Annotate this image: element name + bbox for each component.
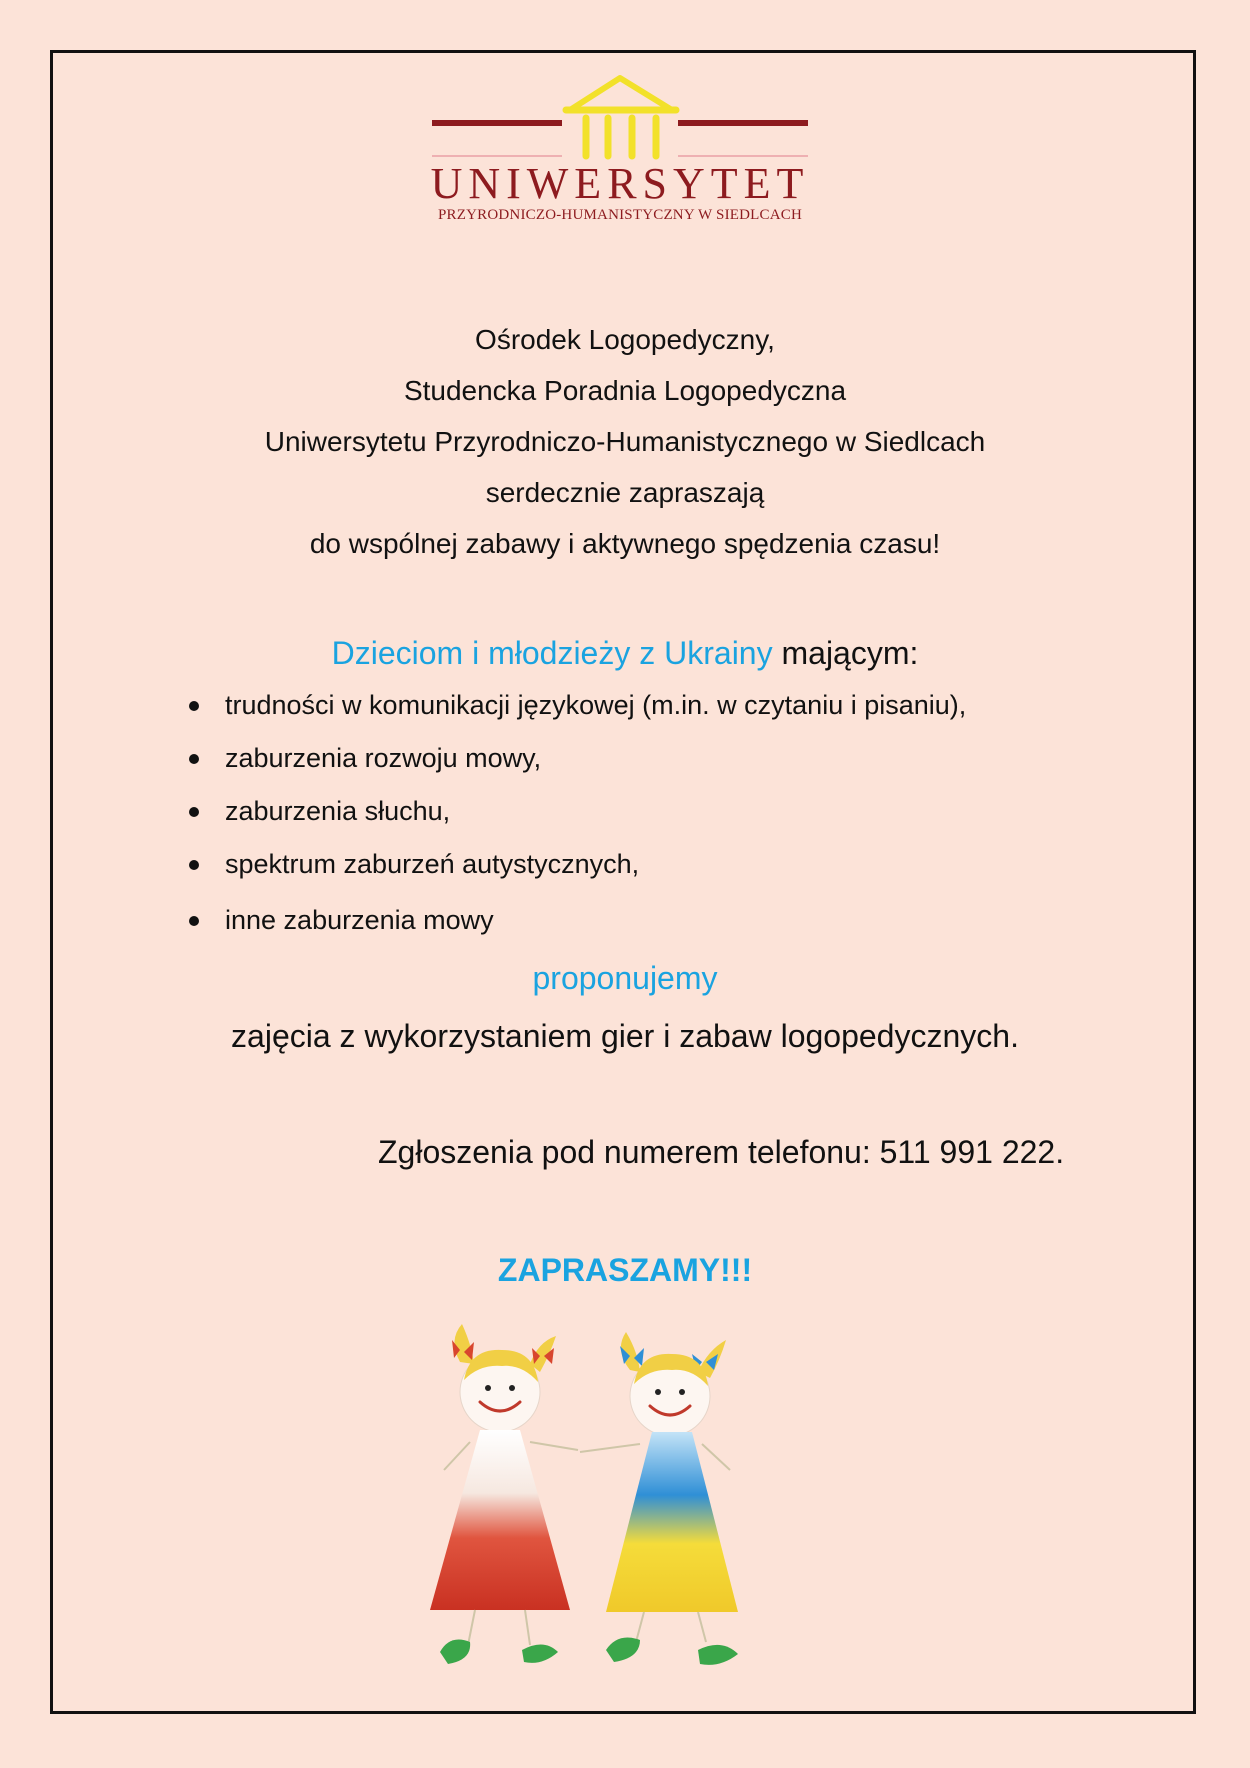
list-item: spektrum zaburzeń autystycznych,	[185, 851, 966, 904]
intro-line-3: Uniwersytetu Przyrodniczo-Humanistycznego w Siedlcach	[264, 426, 986, 457]
intro-line-1: Ośrodek Logopedyczny,	[475, 324, 775, 355]
bullet-icon	[189, 754, 199, 764]
university-building-icon	[420, 70, 820, 160]
audience-highlight: Dzieciom i młodzieży z Ukrainy	[331, 635, 773, 671]
bullet-icon	[189, 860, 199, 870]
audience-rest: mającym:	[772, 635, 919, 671]
bullet-icon	[189, 807, 199, 817]
list-item: zaburzenia słuchu,	[185, 798, 966, 851]
list-item: zaburzenia rozwoju mowy,	[185, 745, 966, 798]
bullet-icon	[189, 701, 199, 711]
invite-text: ZAPRASZAMY!!!	[497, 1252, 753, 1288]
audience-heading	[50, 637, 1200, 669]
doll-right	[580, 1332, 738, 1665]
intro-line-5: do wspólnej zabawy i aktywnego spędzenia czasu!	[309, 528, 941, 559]
offer-label: proponujemy	[532, 960, 718, 996]
doll-left	[430, 1324, 578, 1664]
logo-subtitle: PRZYRODNICZO-HUMANISTYCZNY W SIEDLCACH	[438, 207, 802, 223]
list-item: inne zaburzenia mowy	[185, 907, 966, 960]
contact-phone: Zgłoszenia pod numerem telefonu: 511 991 222.	[378, 1134, 1065, 1170]
intro-line-2: Studencka Poradnia Logopedyczna	[403, 375, 847, 406]
intro-line-4: serdecznie zapraszają	[485, 477, 765, 508]
offer-activities: zajęcia z wykorzystaniem gier i zabaw logopedycznych.	[231, 1018, 1019, 1054]
conditions-list	[185, 692, 966, 960]
logo-title: UNIWERSYTET	[430, 159, 810, 208]
two-dolls-illustration-icon	[430, 1320, 820, 1690]
bullet-icon	[189, 916, 199, 926]
list-item: trudności w komunikacji językowej (m.in. w czytaniu i pisaniu),	[185, 692, 966, 745]
university-logo	[420, 70, 820, 230]
